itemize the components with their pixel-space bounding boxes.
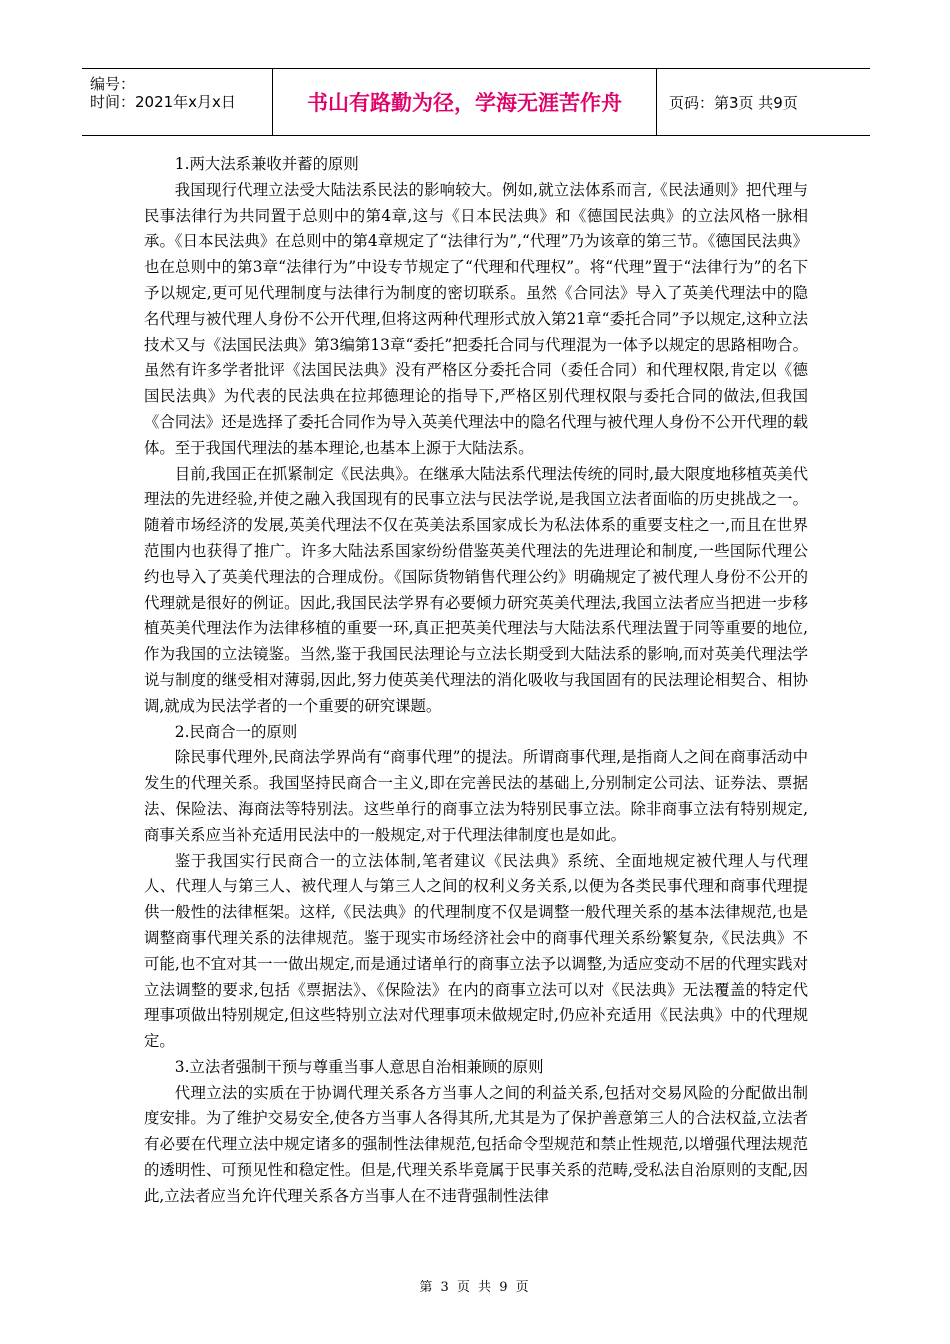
header-page-info: 页码：第3页 共9页 <box>669 93 798 112</box>
body-paragraph: 目前,我国正在抓紧制定《民法典》。在继承大陆法系代理法传统的同时,最大限度地移植英美代理法的先进经验,并使之融入我国现有的民事立法与民法学说,是我国立法者面临的历史挑战之一。随着市场经济的发展,英美代理法不仅在英美法系国家成长为私法体系的重要支柱之一,而且在世界范围内也获得了推广。许多大陆法系国家纷纷借鉴英美代理法的先进理论和制度,一些国际代理公约也导入了英美代理法的合理成份。《国际货物销售代理公约》明确规定了被代理人身份不公开的代理就是很好的例证。因此,我国民法学界有必要倾力研究英美代理法,我国立法者应当把进一步移植英美代理法作为法律移植的重要一环,真正把英美代理法与大陆法系代理法置于同等重要的地位,作为我国的立法镜鉴。当然,鉴于我国民法理论与立法长期受到大陆法系的影响,而对英美代理法学说与制度的继受相对薄弱,因此,努力使英美代理法的消化吸收与我国固有的民法理论相契合、相协调,就成为民法学者的一个重要的研究课题。 <box>144 464 808 715</box>
section-heading: 2.民商合一的原则 <box>174 722 298 741</box>
body-paragraph: 我国现行代理立法受大陆法系民法的影响较大。例如,就立法体系而言,《民法通则》把代理与民事法律行为共同置于总则中的第4章,这与《日本民法典》和《德国民法典》的立法风格一脉相承。《日本民法典》在总则中的第4章规定了“法律行为”,“代理”乃为该章的第三节。《德国民法典》也在总则中的第3章“法律行为”中设专节规定了“代理和代理权”。将“代理”置于“法律行为”的名下予以规定,更可见代理制度与法律行为制度的密切联系。虽然《合同法》导入了英美代理法中的隐名代理与被代理人身份不公开代理,但将这两种代理形式放入第21章“委托合同”予以规定,这种立法技术又与《法国民法典》第3编第13章“委托”把委托合同与代理混为一体予以规定的思路相吻合。虽然有许多学者批评《法国民法典》没有严格区分委托合同（委任合同）和代理权限,肯定以《德国民法典》为代表的民法典在拉邦德理论的指导下,严格区别代理权限与委托合同的做法,但我国《合同法》还是选择了委托合同作为导入英美代理法中的隐名代理与被代理人身份不公开代理的载体。至于我国代理法的基本理论,也基本上源于大陆法系。 <box>144 180 808 457</box>
body-paragraph: 鉴于我国实行民商合一的立法体制,笔者建议《民法典》系统、全面地规定被代理人与代理人、代理人与第三人、被代理人与第三人之间的权利义务关系,以便为各类民事代理和商事代理提供一般性的法律框架。这样,《民法典》的代理制度不仅是调整一般代理关系的基本法律规范,也是调整商事代理关系的法律规范。鉴于现实市场经济社会中的商事代理关系纷繁复杂,《民法典》不可能,也不宜对其一一做出规定,而是通过诸单行的商事立法予以调整,为适应变动不居的代理实践对立法调整的要求,包括《票据法》、《保险法》在内的商事立法可以对《民法典》无法覆盖的特定代理事项做出特别规定,但这些特别立法对代理事项未做规定时,仍应补充适用《民法典》中的代理规定。 <box>144 851 808 1051</box>
header-motto: 书山有路勤为径，学海无涯苦作舟 <box>273 69 657 135</box>
section-heading: 3.立法者强制干预与尊重当事人意思自治相兼顾的原则 <box>174 1057 544 1076</box>
body-paragraph: 除民事代理外,民商法学界尚有“商事代理”的提法。所谓商事代理,是指商人之间在商事活动中发生的代理关系。我国坚持民商合一主义,即在完善民法的基础上,分别制定公司法、证券法、票据法、保险法、海商法等特别法。这些单行的商事立法为特别民事立法。除非商事立法有特别规定,商事关系应当补充适用民法中的一般规定,对于代理法律制度也是如此。 <box>144 748 808 844</box>
body-paragraph: 代理立法的实质在于协调代理关系各方当事人之间的利益关系,包括对交易风险的分配做出制度安排。为了维护交易安全,使各方当事人各得其所,尤其是为了保护善意第三人的合法权益,立法者有必要在代理立法中规定诸多的强制性法律规范,包括命令型规范和禁止性规范,以增强代理法规范的透明性、可预见性和稳定性。但是,代理关系毕竟属于民事关系的范畴,受私法自治原则的支配,因此,立法者应当允许代理关系各方当事人在不违背强制性法律 <box>144 1083 808 1205</box>
header-meta <box>82 69 273 135</box>
page-footer: 第 3 页 共 9 页 <box>419 1280 531 1295</box>
section-heading: 1.两大法系兼收并蓄的原则 <box>174 155 359 173</box>
page-header <box>82 68 870 136</box>
number-label: 编号： <box>90 75 136 93</box>
document-body <box>144 152 808 1210</box>
time-label: 时间：2021年x月x日 <box>90 93 236 111</box>
